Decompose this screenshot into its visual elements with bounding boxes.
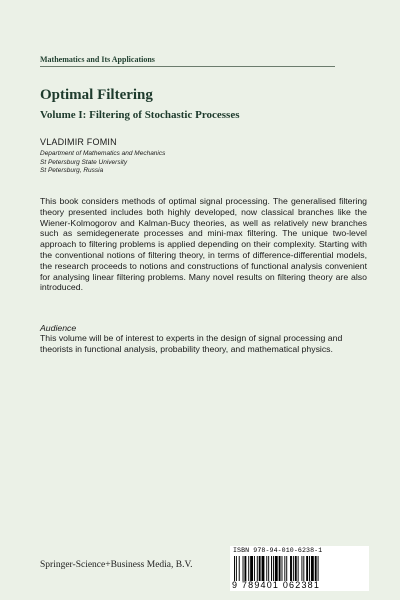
barcode-block [230, 546, 369, 591]
series-rule-divider [40, 66, 335, 67]
barcode-digits: 9 789401 062381 [232, 580, 321, 590]
book-description: This book considers methods of optimal signal processing. The generalised filtering theory presented includes both highly developed, now classical branches like the Wiener-Kolmogorov and Kalman-Bucy theories, as well as relatively new branches such as semidegenerate processes and mini-max filtering. The unique two-level approach to filtering problems is applied depending on their complexity. Starting with the conventional notions of filtering theory, in terms of difference-differential models, the research proceeds to notions and constructions of functional analysis convenient for analysing linear filtering problems. Many novel results on filtering theory are also introduced. [40, 196, 367, 293]
affiliation-line: Department of Mathematics and Mechanics [40, 150, 166, 157]
audience-label: Audience [40, 323, 77, 333]
isbn-text: ISBN 978-94-010-6238-1 [233, 547, 323, 554]
author-affiliation [40, 150, 165, 176]
series-name: Mathematics and Its Applications [40, 55, 155, 64]
audience-text: This volume will be of interest to experts in the design of signal processing and theorists in functional analysis, probability theory, and mathematical physics. [40, 333, 343, 354]
affiliation-line: St Petersburg, Russia [40, 167, 104, 174]
book-title: Optimal Filtering [40, 87, 153, 103]
publisher-name: Springer-Science+Business Media, B.V. [40, 560, 193, 570]
barcode-bars [234, 556, 364, 581]
author-name: VLADIMIR FOMIN [40, 137, 117, 147]
book-subtitle: Volume I: Filtering of Stochastic Processes [40, 109, 240, 121]
affiliation-line: St Petersburg State University [40, 158, 128, 166]
